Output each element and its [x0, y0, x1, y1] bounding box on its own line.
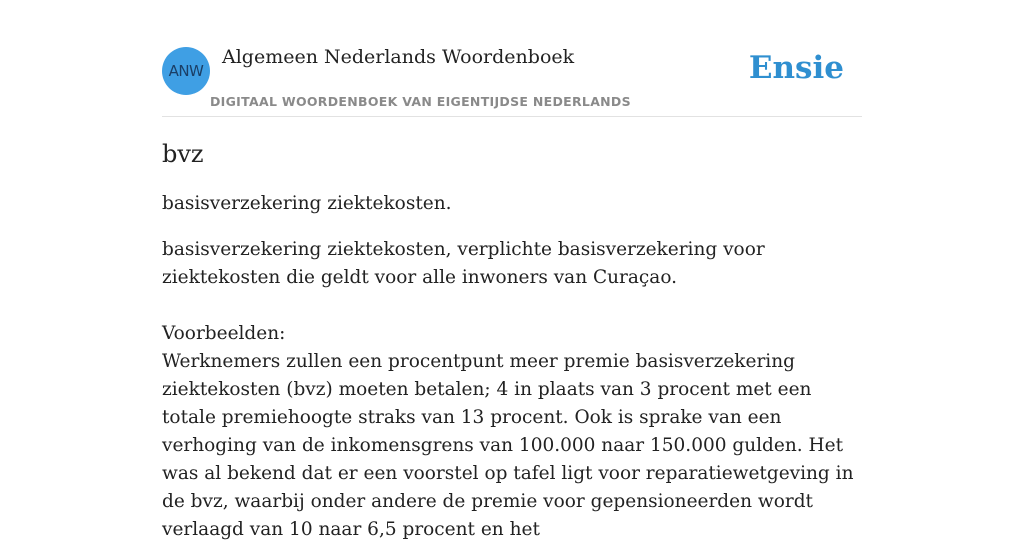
long-definition: basisverzekering ziektekosten, verplichte basisverzekering voor ziektekosten die geldt voor alle inwoners van Curaçao.: [162, 239, 765, 288]
dictionary-subtitle: DIGITAAL WOORDENBOEK VAN EIGENTIJDSE NEDERLANDS: [210, 94, 631, 109]
anw-logo[interactable]: ANW: [162, 47, 210, 95]
example-text: Werknemers zullen een procentpunt meer premie basisverzekering ziektekosten (bvz) moeten betalen; 4 in plaats van 3 procent met een totale premiehoogte straks van 13 procent. Ook is sprake van een verhoging van de inkomensgrens van 100.000 naar 150.000 gulden. Het was al bekend dat er een voorstel op tafel ligt voor reparatiewetgeving in de bvz, waarbij onder andere de premie voor gepensioneerden wordt verlaagd van 10 naar 6,5 procent en het: [162, 351, 854, 540]
ensie-logo[interactable]: Ensie: [748, 50, 844, 86]
short-definition: basisverzekering ziektekosten.: [162, 193, 452, 214]
examples-heading: Voorbeelden:: [162, 323, 286, 344]
entry-content: [162, 136, 862, 544]
dictionary-title[interactable]: Algemeen Nederlands Woordenboek: [222, 46, 575, 68]
entry-term: bvz: [162, 140, 204, 168]
site-header: [162, 40, 862, 117]
